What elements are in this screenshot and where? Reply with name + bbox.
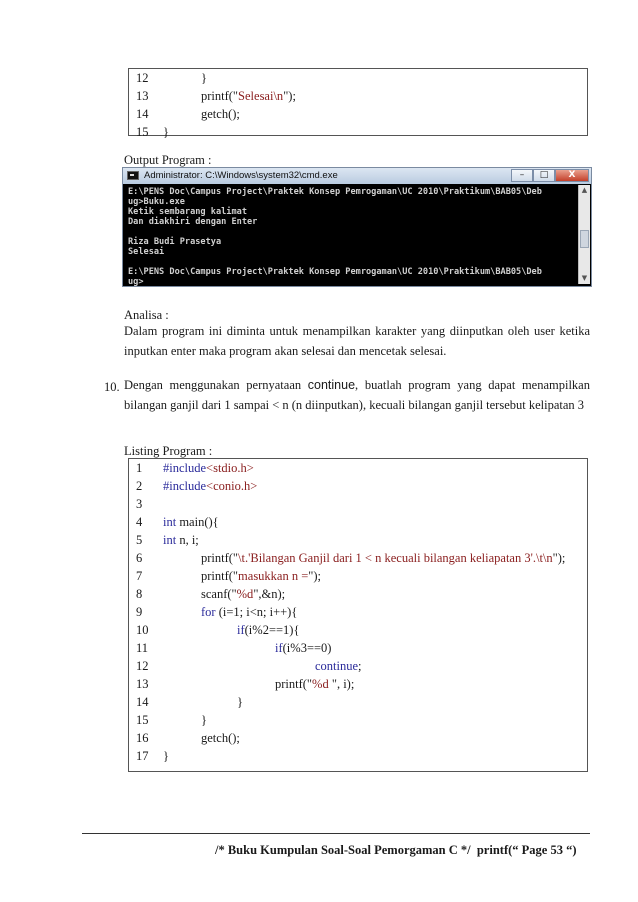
code-token: printf(" xyxy=(201,89,239,103)
code-token: getch(); xyxy=(201,731,240,745)
console-output xyxy=(125,185,577,287)
line-number: 13 xyxy=(136,677,149,691)
line-number: 7 xyxy=(136,569,143,583)
code-token: if xyxy=(275,641,283,655)
code-text xyxy=(275,639,331,657)
code-token: (i%2==1){ xyxy=(244,623,300,637)
code-token: } xyxy=(163,749,169,763)
code-line xyxy=(129,747,587,765)
page-footer: /* Buku Kumpulan Soal-Soal Pemorgaman C */ printf(“ Page 53 “) xyxy=(215,843,577,857)
code-text xyxy=(163,477,257,495)
code-line xyxy=(129,549,587,567)
code-text xyxy=(201,585,285,603)
console-line: Riza Budi Prasetya xyxy=(128,237,222,247)
code-token: ; xyxy=(358,659,362,673)
scroll-up-arrow-icon[interactable]: ▲ xyxy=(581,186,588,194)
line-number: 12 xyxy=(136,659,149,673)
code-line xyxy=(129,585,587,603)
question-text-after: , buatlah program yang dapat menampilkan bilangan ganjil dari 1 sampai < n (n diinputkan), kecuali bilangan ganjil tersebut kelipatan 3 xyxy=(124,378,590,412)
analisa-text: Dalam program ini diminta untuk menampilkan karakter yang diinputkan oleh user ketika inputkan enter maka program akan selesai dan mencetak selesai. xyxy=(124,324,590,358)
line-number: 14 xyxy=(136,107,149,121)
console-line: ug>Buku.exe xyxy=(128,197,185,207)
code-line xyxy=(129,123,587,141)
console-line: Selesai xyxy=(128,247,165,257)
code-line xyxy=(129,495,587,513)
code-token: %d xyxy=(236,587,254,601)
code-token: \t.'Bilangan Ganjil dari 1 < n kecuali bilangan keliapatan 3'.\t\n xyxy=(238,551,553,565)
code-token: getch(); xyxy=(201,107,240,121)
code-line xyxy=(129,513,587,531)
code-line xyxy=(129,603,587,621)
console-titlebar[interactable] xyxy=(123,168,591,184)
line-number: 6 xyxy=(136,551,143,565)
footer-divider xyxy=(82,833,590,834)
line-number: 3 xyxy=(136,497,143,511)
code-text xyxy=(163,747,169,765)
line-number: 8 xyxy=(136,587,143,601)
code-token: (i=1; i<n; i++){ xyxy=(215,605,298,619)
code-text xyxy=(237,693,243,711)
code-text xyxy=(163,513,219,531)
code-text xyxy=(201,105,240,123)
code-token: } xyxy=(163,125,169,139)
code-token: if xyxy=(237,623,245,637)
code-token: ", i); xyxy=(331,677,355,691)
maximize-button[interactable]: □ xyxy=(533,169,555,182)
line-number: 5 xyxy=(136,533,143,547)
line-number: 13 xyxy=(136,89,149,103)
code-line xyxy=(129,657,587,675)
code-text xyxy=(201,603,297,621)
console-line: E:\PENS Doc\Campus Project\Praktek Konsep Pemrogaman\UC 2010\Praktikum\BAB05\Deb xyxy=(128,187,542,197)
line-number: 10 xyxy=(136,623,149,637)
console-window xyxy=(122,167,592,287)
output-label: Output Program : xyxy=(124,153,212,167)
code-text xyxy=(163,459,254,477)
line-number: 9 xyxy=(136,605,143,619)
code-token: #include xyxy=(163,479,207,493)
console-line: E:\PENS Doc\Campus Project\Praktek Konsep Pemrogaman\UC 2010\Praktikum\BAB05\Deb xyxy=(128,267,542,277)
code-line xyxy=(129,105,587,123)
code-token: "); xyxy=(308,569,322,583)
console-line: Dan diakhiri dengan Enter xyxy=(128,217,258,227)
cmd-icon xyxy=(127,171,139,180)
scroll-down-arrow-icon[interactable]: ▼ xyxy=(581,274,588,282)
code-token: %d xyxy=(312,677,332,691)
code-token: continue xyxy=(315,659,359,673)
code-listing-continuation xyxy=(128,68,588,139)
code-line xyxy=(129,87,587,105)
line-number: 1 xyxy=(136,461,143,475)
console-scrollbar[interactable] xyxy=(578,185,590,284)
code-line xyxy=(129,459,587,477)
code-line xyxy=(129,711,587,729)
code-text xyxy=(315,657,362,675)
question-text xyxy=(124,375,590,415)
code-line xyxy=(129,621,587,639)
code-token: } xyxy=(201,71,207,85)
code-text xyxy=(201,87,296,105)
code-token: printf(" xyxy=(201,569,239,583)
question-number: 10. xyxy=(104,380,120,394)
code-token: "); xyxy=(283,89,296,103)
minimize-button[interactable]: – xyxy=(511,169,533,182)
code-line xyxy=(129,531,587,549)
code-line xyxy=(129,675,587,693)
code-token: printf(" xyxy=(275,677,313,691)
code-token: masukkan n = xyxy=(238,569,309,583)
analisa-label: Analisa : xyxy=(124,308,169,322)
code-token: #include xyxy=(163,461,207,475)
code-text xyxy=(237,621,299,639)
code-token: } xyxy=(201,713,207,727)
line-number: 16 xyxy=(136,731,149,745)
code-text xyxy=(201,549,565,567)
code-token: <conio.h> xyxy=(206,479,258,493)
code-line xyxy=(129,729,587,747)
code-token: ",&n); xyxy=(253,587,286,601)
code-text xyxy=(201,69,207,87)
code-token: int xyxy=(163,515,177,529)
code-text xyxy=(163,123,169,141)
code-token: scanf(" xyxy=(201,587,237,601)
line-number: 12 xyxy=(136,71,149,85)
code-token: for xyxy=(201,605,216,619)
code-text xyxy=(163,531,199,549)
listing-label: Listing Program : xyxy=(124,444,213,458)
code-line xyxy=(129,693,587,711)
console-line: ug> xyxy=(128,277,144,287)
line-number: 2 xyxy=(136,479,143,493)
code-listing-main xyxy=(128,458,588,772)
code-token: int xyxy=(163,533,177,547)
code-token: main(){ xyxy=(176,515,219,529)
console-line: Ketik sembarang kalimat xyxy=(128,207,247,217)
line-number: 15 xyxy=(136,125,149,139)
question-text-before: Dengan menggunakan pernyataan xyxy=(124,378,308,392)
close-button[interactable]: X xyxy=(555,169,589,182)
code-text xyxy=(201,567,321,585)
code-token: "); xyxy=(552,551,566,565)
code-token: } xyxy=(237,695,243,709)
console-title: Administrator: C:\Windows\system32\cmd.exe xyxy=(144,170,338,181)
code-token: n, i; xyxy=(176,533,199,547)
code-text xyxy=(201,711,207,729)
code-token: (i%3==0) xyxy=(282,641,332,655)
code-text xyxy=(201,729,240,747)
line-number: 17 xyxy=(136,749,149,763)
scroll-thumb[interactable] xyxy=(580,230,589,248)
code-line xyxy=(129,567,587,585)
line-number: 15 xyxy=(136,713,149,727)
line-number: 14 xyxy=(136,695,149,709)
code-token: Selesai\n xyxy=(238,89,284,103)
code-text xyxy=(275,675,354,693)
line-number: 4 xyxy=(136,515,143,529)
code-token: <stdio.h> xyxy=(206,461,254,475)
code-line xyxy=(129,639,587,657)
line-number: 11 xyxy=(136,641,149,655)
code-line xyxy=(129,477,587,495)
question-keyword: continue xyxy=(307,378,356,392)
code-line xyxy=(129,69,587,87)
code-token: printf(" xyxy=(201,551,239,565)
